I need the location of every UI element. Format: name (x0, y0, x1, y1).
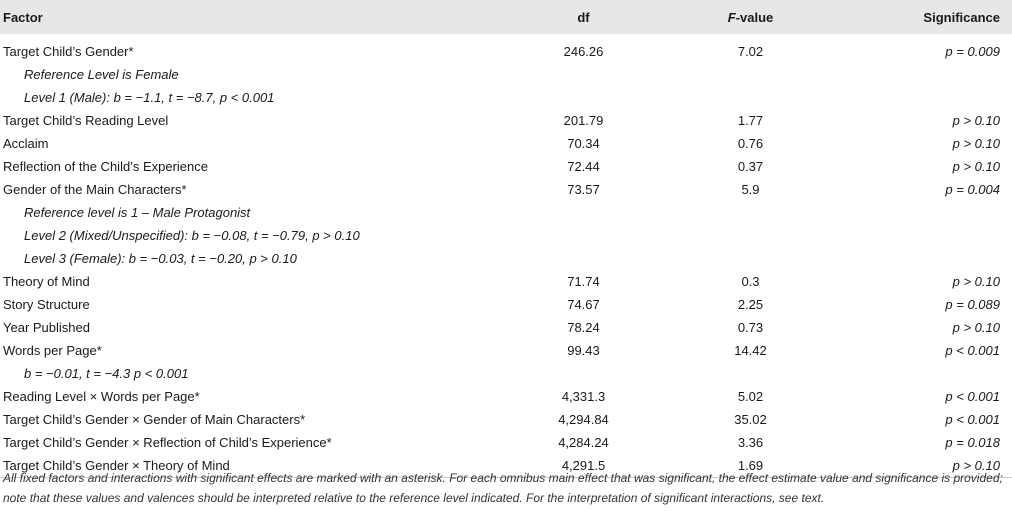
fvalue-cell: 0.73 (737, 320, 764, 335)
significance-cell: p < 0.001 (945, 412, 1000, 427)
factor-label: Target Child’s Gender × Theory of Mind (3, 458, 230, 473)
header-significance: Significance (923, 9, 1000, 25)
factor-label: Target Child’s Reading Level (3, 113, 169, 128)
factor-cell (0, 178, 500, 270)
df-cell: 99.43 (567, 343, 600, 358)
factor-cell (0, 270, 500, 293)
table-header-row (0, 0, 1012, 34)
factor-label: Words per Page* (3, 343, 102, 358)
factor-cell (0, 34, 500, 109)
table-row (0, 431, 1012, 454)
fvalue-cell: 5.02 (737, 389, 764, 404)
df-cell: 4,284.24 (558, 435, 609, 450)
fvalue-cell: 0.76 (737, 136, 764, 151)
significance-cell: p > 0.10 (952, 113, 1000, 128)
significance-cell: p > 0.10 (952, 159, 1000, 174)
factor-cell (0, 385, 500, 408)
table-row (0, 132, 1012, 155)
df-cell: 78.24 (567, 320, 600, 335)
significance-cell: p = 0.009 (945, 44, 1000, 59)
df-cell: 201.79 (563, 113, 604, 128)
table-row (0, 270, 1012, 293)
factor-cell (0, 339, 500, 385)
factor-label: Story Structure (3, 297, 90, 312)
factor-cell (0, 109, 500, 132)
fvalue-cell: 3.36 (737, 435, 764, 450)
factor-label: Reading Level × Words per Page* (3, 389, 200, 404)
fvalue-cell: 0.3 (741, 274, 760, 289)
table-row (0, 316, 1012, 339)
fvalue-cell: 0.37 (737, 159, 764, 174)
significance-cell: p = 0.089 (945, 297, 1000, 312)
fvalue-cell: 14.42 (734, 343, 767, 358)
df-cell: 72.44 (567, 159, 600, 174)
factor-detail: Level 2 (Mixed/Unspecified): b = −0.08, t = −0.79, p > 0.10 (24, 228, 360, 243)
header-fvalue-rest: -value (735, 9, 774, 25)
df-cell: 71.74 (567, 274, 600, 289)
table-row (0, 34, 1012, 109)
factor-detail: Reference Level is Female (24, 67, 179, 82)
significance-cell: p < 0.001 (945, 389, 1000, 404)
fvalue-cell: 1.77 (737, 113, 764, 128)
factor-label: Target Child’s Gender × Reflection of Child’s Experience* (3, 435, 332, 450)
df-cell: 74.67 (567, 297, 600, 312)
significance-cell: p = 0.004 (945, 182, 1000, 197)
table-body (0, 34, 1012, 478)
significance-cell: p > 0.10 (952, 458, 1000, 473)
header-fvalue-italic: F (727, 9, 736, 25)
factor-detail: Level 1 (Male): b = −1.1, t = −8.7, p < 0.001 (24, 90, 275, 105)
table-row (0, 109, 1012, 132)
df-cell: 246.26 (563, 44, 604, 59)
factor-cell (0, 293, 500, 316)
header-fvalue (667, 0, 834, 34)
fvalue-cell: 2.25 (737, 297, 764, 312)
factor-cell (0, 316, 500, 339)
df-cell: 73.57 (567, 182, 600, 197)
factor-cell (0, 155, 500, 178)
factor-detail: b = −0.01, t = −4.3 p < 0.001 (24, 366, 189, 381)
table-row (0, 293, 1012, 316)
table-footnote: All fixed factors and interactions with significant effects are marked with an asterisk. For each omnibus main effect that was significant, the effect estimate value and significance is provided; note that these values and valences should be interpreted relative to the reference level indicated. For the interpretation of significant interactions, see text. (3, 471, 1003, 505)
fvalue-cell: 5.9 (741, 182, 760, 197)
factor-label: Gender of the Main Characters* (3, 182, 187, 197)
table-row (0, 339, 1012, 385)
factor-label: Theory of Mind (3, 274, 90, 289)
significance-cell: p = 0.018 (945, 435, 1000, 450)
factor-detail: Level 3 (Female): b = −0.03, t = −0.20, p > 0.10 (24, 251, 297, 266)
fvalue-cell: 1.69 (737, 458, 764, 473)
df-cell: 4,294.84 (558, 412, 609, 427)
table-row (0, 155, 1012, 178)
factor-label: Target Child’s Gender × Gender of Main Characters* (3, 412, 306, 427)
factor-label: Year Published (3, 320, 90, 335)
header-df: df (577, 9, 590, 25)
table-row (0, 408, 1012, 431)
factor-label: Acclaim (3, 136, 49, 151)
header-factor: Factor (3, 9, 43, 25)
significance-cell: p > 0.10 (952, 320, 1000, 335)
factor-cell (0, 431, 500, 454)
df-cell: 4,291.5 (561, 458, 606, 473)
factor-label: Reflection of the Child’s Experience (3, 159, 208, 174)
factor-cell (0, 132, 500, 155)
table-row (0, 178, 1012, 270)
factor-detail: Reference level is 1 – Male Protagonist (24, 205, 251, 220)
fvalue-cell: 7.02 (737, 44, 764, 59)
factor-label: Target Child’s Gender* (3, 44, 134, 59)
df-cell: 4,331.3 (561, 389, 606, 404)
significance-cell: p < 0.001 (945, 343, 1000, 358)
significance-cell: p > 0.10 (952, 274, 1000, 289)
table-row (0, 385, 1012, 408)
factor-cell (0, 408, 500, 431)
fvalue-cell: 35.02 (734, 412, 767, 427)
significance-cell: p > 0.10 (952, 136, 1000, 151)
df-cell: 70.34 (567, 136, 600, 151)
